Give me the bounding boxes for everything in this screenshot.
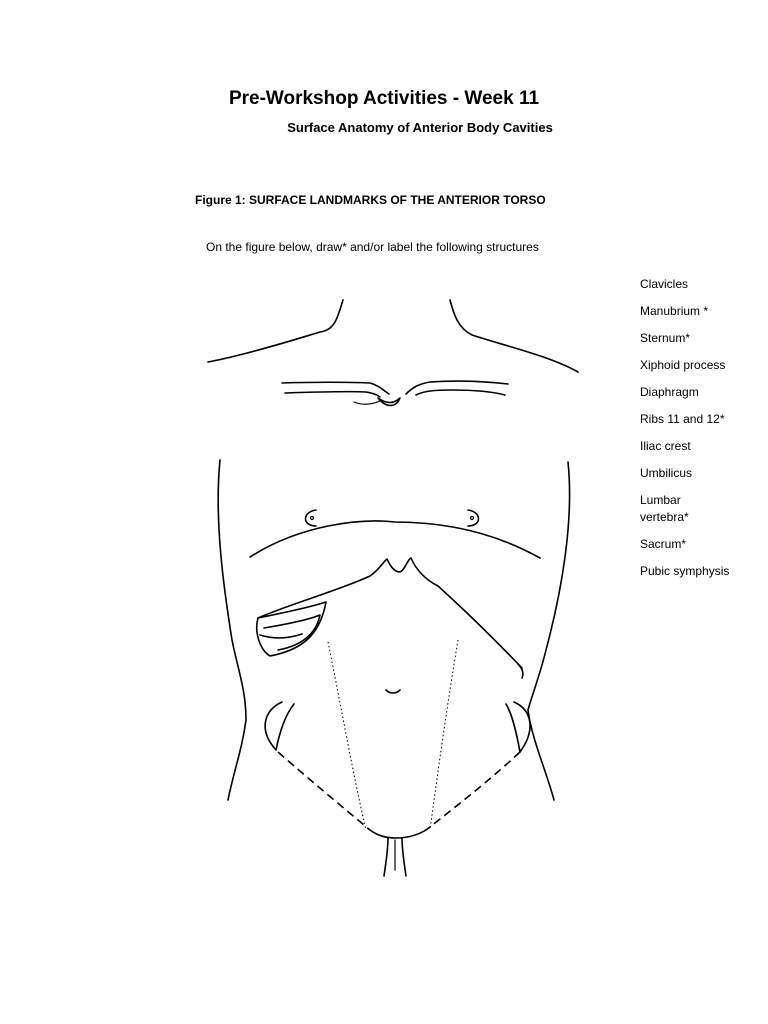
structure-label-pubic-symphysis: Pubic symphysis — [640, 564, 730, 578]
page-title: Pre-Workshop Activities - Week 11 — [228, 88, 540, 109]
page-subtitle: Surface Anatomy of Anterior Body Cavities — [287, 120, 553, 135]
iliac-crest-left — [265, 702, 294, 750]
rib-11-left — [257, 602, 326, 656]
umbilicus — [386, 690, 400, 693]
neck-right-outline — [450, 300, 578, 372]
midclavicular-line-right — [430, 640, 458, 830]
nipple-right-point — [471, 517, 474, 520]
pubic-symphysis-right — [402, 838, 406, 876]
pubic-symphysis — [370, 830, 426, 838]
iliac-crest-right — [506, 702, 530, 752]
pubic-symphysis-left — [384, 838, 388, 876]
rib-right-tip — [518, 664, 523, 678]
anterior-torso-drawing — [190, 290, 610, 890]
trunk-right-outline — [528, 462, 570, 800]
inguinal-line-left — [278, 752, 370, 830]
manubrium-notch — [378, 398, 400, 406]
structure-label-clavicles: Clavicles — [640, 277, 689, 291]
rib-lower-left — [260, 634, 302, 638]
pectoral-line — [250, 521, 540, 558]
anterior-torso-figure — [190, 290, 610, 890]
structure-label-sternum: Sternum* — [640, 331, 691, 345]
structure-label-sacrum: Sacrum* — [640, 537, 687, 551]
structure-label-ribs: Ribs 11 and 12* — [640, 412, 725, 426]
trunk-left-outline — [218, 460, 246, 800]
figure-caption: Figure 1: SURFACE LANDMARKS OF THE ANTERIOR TORSO — [195, 193, 546, 207]
inguinal-line-right — [426, 752, 520, 830]
sternal-top — [354, 400, 382, 404]
figure-instructions: On the figure below, draw* and/or label the following structures — [206, 240, 539, 254]
structure-label-iliac-crest: Iliac crest — [640, 439, 691, 453]
clavicle-right-lower — [416, 390, 505, 395]
structure-label-xiphoid-process: Xiphoid process — [640, 358, 726, 372]
midclavicular-line-left — [328, 642, 366, 830]
nipple-left-point — [311, 517, 314, 520]
neck-left-outline — [208, 300, 343, 362]
structure-label-umbilicus: Umbilicus — [640, 466, 693, 480]
structure-label-diaphragm: Diaphragm — [640, 385, 699, 399]
clavicle-left-lower — [285, 392, 380, 397]
structure-label-manubrium: Manubrium * — [640, 304, 709, 318]
structure-label-lumbar-vertebra: Lumbar vertebra* — [640, 493, 689, 524]
structure-label-list — [640, 276, 730, 590]
rib-12-left — [264, 615, 320, 650]
costal-margin — [258, 558, 522, 668]
